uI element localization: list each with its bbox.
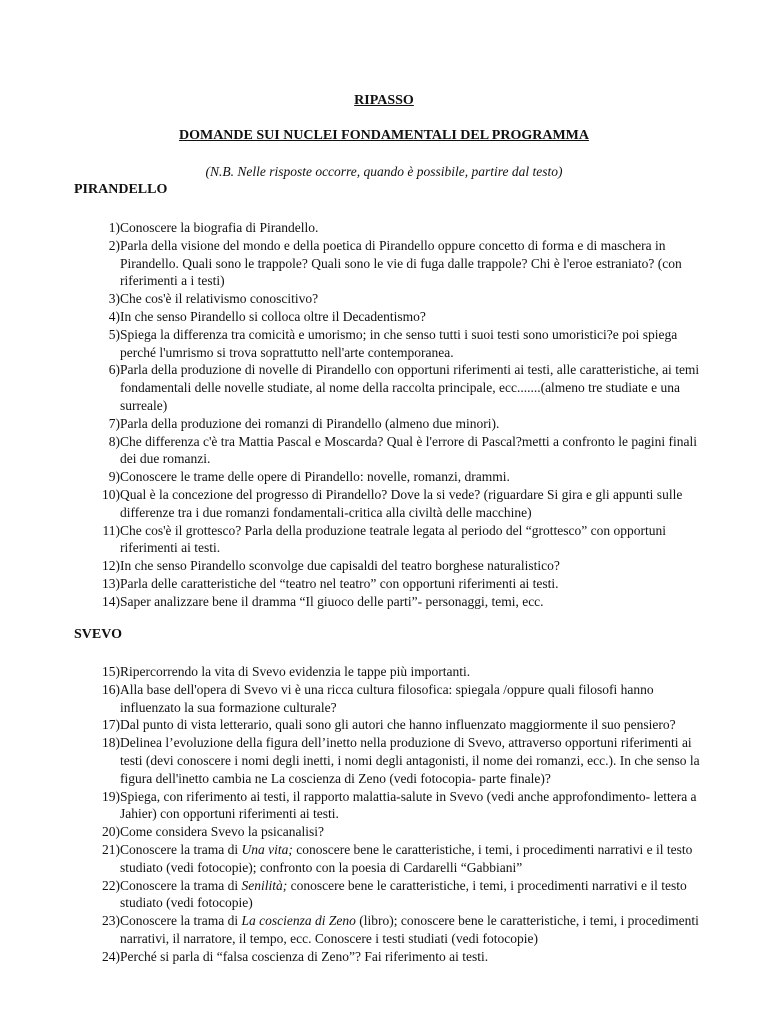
question-number: 7) bbox=[108, 415, 120, 431]
question-text: Dal punto di vista letterario, quali sono gli autori che hanno influenzato maggiormente il suo pensiero? bbox=[120, 717, 676, 733]
question-text: In che senso Pirandello si colloca oltre il Decadentismo? bbox=[120, 308, 426, 324]
question-item bbox=[72, 290, 708, 308]
question-item bbox=[72, 593, 708, 611]
question-text: Conoscere le trame delle opere di Pirandello: novelle, romanzi, drammi. bbox=[120, 469, 510, 485]
question-item bbox=[72, 219, 708, 237]
question-item bbox=[72, 326, 708, 362]
question-number: 14) bbox=[102, 593, 120, 609]
question-title-italic: La coscienza di Zeno bbox=[241, 913, 356, 929]
question-text-part: conoscere bene le caratteristiche, i temi, i procedimenti narrativi e il testo studiato (vedi fotocopie); confronto con la poesia di Cardarelli “Gabbiani” bbox=[120, 841, 693, 875]
question-text bbox=[120, 912, 708, 948]
question-number: 3) bbox=[108, 291, 120, 307]
question-number: 22) bbox=[102, 877, 120, 893]
question-number: 16) bbox=[102, 681, 120, 697]
question-number: 20) bbox=[102, 824, 120, 840]
question-item bbox=[72, 557, 708, 575]
question-title-italic: Senilità; bbox=[241, 877, 288, 893]
question-text: Parla della produzione di novelle di Pirandello con opportuni riferimenti ai testi, alle caratteristiche, ai temi fondamentali delle novelle studiate, al nome della raccolta principale, ecc.......(almeno tre studiate e una surreale) bbox=[120, 362, 700, 413]
question-text-part: conoscere bene le caratteristiche, i temi, i procedimenti narrativi e il testo studiato (vedi fotocopie) bbox=[120, 877, 687, 911]
question-number: 8) bbox=[108, 433, 120, 449]
section-heading-pirandello: PIRANDELLO bbox=[74, 182, 168, 197]
question-item bbox=[72, 841, 708, 877]
document-subtitle: DOMANDE SUI NUCLEI FONDAMENTALI DEL PROGRAMMA bbox=[178, 128, 590, 143]
question-number: 9) bbox=[108, 469, 120, 485]
question-number: 11) bbox=[102, 522, 120, 538]
question-text bbox=[120, 841, 708, 877]
question-number: 5) bbox=[108, 326, 120, 342]
question-item bbox=[72, 681, 708, 717]
question-text: Perché si parla di “falsa coscienza di Zeno”? Fai riferimento ai testi. bbox=[120, 948, 489, 964]
question-number: 10) bbox=[102, 486, 120, 502]
question-text: Conoscere la biografia di Pirandello. bbox=[120, 220, 319, 235]
question-number: 2) bbox=[108, 237, 120, 253]
question-text: Che differenza c'è tra Mattia Pascal e Moscarda? Qual è l'errore di Pascal?metti a confronto le pagini finali dei due romanzi. bbox=[120, 433, 697, 467]
question-text: Qual è la concezione del progresso di Pirandello? Dove la si vede? (riguardare Si gira e gli appunti sulle differenze tra i due romanzi fondamentali-critica alla civiltà delle macchine) bbox=[120, 486, 683, 520]
question-item bbox=[72, 575, 708, 593]
question-text-part: Conoscere la trama di bbox=[120, 841, 242, 857]
question-number: 18) bbox=[102, 735, 120, 751]
question-item bbox=[72, 468, 708, 486]
document-title: RIPASSO bbox=[354, 93, 414, 108]
question-text-part: Conoscere la trama di bbox=[120, 877, 242, 893]
question-item bbox=[72, 716, 708, 734]
question-number: 6) bbox=[108, 362, 120, 378]
question-text: Come considera Svevo la psicanalisi? bbox=[120, 824, 324, 840]
question-item bbox=[72, 237, 708, 290]
question-number: 15) bbox=[102, 664, 120, 679]
question-text: Che cos'è il grottesco? Parla della produzione teatrale legata al periodo del “grottesco” con opportuni riferimenti ai testi. bbox=[120, 522, 666, 556]
question-number: 1) bbox=[108, 220, 120, 235]
question-text: Ripercorrendo la vita di Svevo evidenzia le tappe più importanti. bbox=[120, 664, 471, 679]
question-number: 24) bbox=[102, 948, 120, 964]
question-text: Delinea l’evoluzione della figura dell’inetto nella produzione di Svevo, attraverso opportuni riferimenti ai testi (devi conoscere i nomi degli inetti, i nomi degli antagonisti, il nome dei romanzi, ecc.). In che senso la figura dell'inetto cambia ne La coscienza di Zeno (vedi fotocopia- parte finale)? bbox=[120, 735, 700, 786]
question-number: 19) bbox=[102, 788, 120, 804]
question-number: 4) bbox=[108, 308, 120, 324]
question-item bbox=[72, 663, 708, 681]
question-text-part: Conoscere la trama di bbox=[120, 913, 242, 929]
question-number: 21) bbox=[102, 841, 120, 857]
question-text: Spiega, con riferimento ai testi, il rapporto malattia-salute in Svevo (vedi anche approfondimento- lettera a Jahier) con opportuni riferimenti ai testi. bbox=[120, 788, 697, 822]
question-number: 17) bbox=[102, 717, 120, 733]
question-text: Spiega la differenza tra comicità e umorismo; in che senso tutti i suoi testi sono umoristici?e poi spiega perché l'umrismo si trova soprattutto nell'arte contemporanea. bbox=[120, 326, 678, 360]
question-item bbox=[72, 912, 708, 948]
question-title-italic: Una vita; bbox=[241, 841, 293, 857]
question-item bbox=[72, 308, 708, 326]
question-text: Saper analizzare bene il dramma “Il giuoco delle parti”- personaggi, temi, ecc. bbox=[120, 593, 544, 609]
question-number: 23) bbox=[102, 913, 120, 929]
question-item bbox=[72, 734, 708, 787]
question-text: Parla della produzione dei romanzi di Pirandello (almeno due minori). bbox=[120, 415, 500, 431]
question-item bbox=[72, 788, 708, 824]
question-item bbox=[72, 433, 708, 469]
question-item bbox=[72, 522, 708, 558]
question-text: In che senso Pirandello sconvolge due capisaldi del teatro borghese naturalistico? bbox=[120, 558, 560, 574]
question-text: Parla della visione del mondo e della poetica di Pirandello oppure concetto di forma e di maschera in Pirandello. Quali sono le trappole? Quali sono le vie di fuga dalle trappole? Chi è l'eroe estraniato? (con riferimenti a i testi) bbox=[120, 237, 682, 289]
question-item bbox=[72, 877, 708, 913]
question-list-svevo bbox=[72, 663, 708, 966]
question-list-pirandello bbox=[72, 219, 708, 611]
question-item bbox=[72, 486, 708, 522]
question-number: 13) bbox=[102, 575, 120, 591]
question-text bbox=[120, 877, 708, 913]
question-text: Alla base dell'opera di Svevo vi è una ricca cultura filosofica: spiegala /oppure quali filosofi hanno influenzato la sua formazione culturale? bbox=[120, 681, 654, 715]
question-text: Parla delle caratteristiche del “teatro nel teatro” con opportuni riferimenti ai testi. bbox=[120, 575, 559, 591]
question-number: 12) bbox=[102, 558, 120, 574]
question-text-part: (libro); conoscere bene le caratteristiche, i temi, i procedimenti narrativi, il narratore, il tempo, ecc. Conoscere i testi studiati (vedi fotocopie) bbox=[120, 913, 699, 946]
question-item bbox=[72, 361, 708, 414]
section-heading-svevo: SVEVO bbox=[74, 627, 122, 642]
question-item bbox=[72, 948, 708, 966]
question-item bbox=[72, 823, 708, 841]
question-item bbox=[72, 415, 708, 433]
document-note: (N.B. Nelle risposte occorre, quando è possibile, partire dal testo) bbox=[205, 164, 563, 179]
question-text: Che cos'è il relativismo conoscitivo? bbox=[120, 291, 319, 307]
